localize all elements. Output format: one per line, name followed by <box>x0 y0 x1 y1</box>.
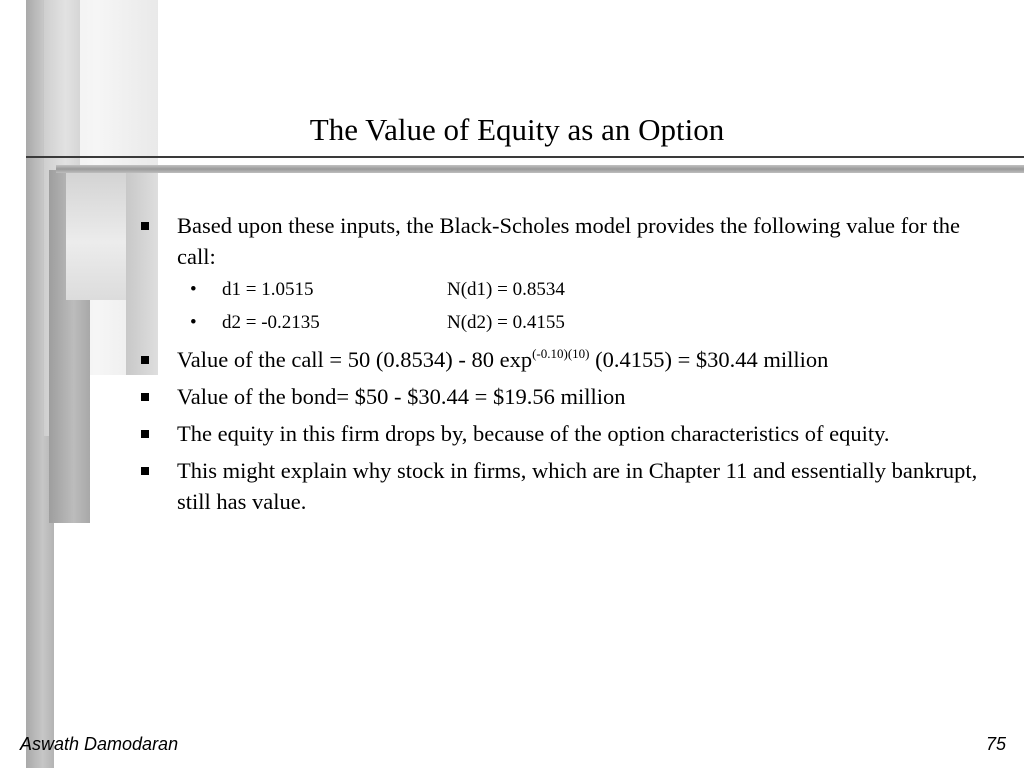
sub-bullet-left: d2 = -0.2135 <box>222 312 320 333</box>
square-bullet-icon <box>141 393 149 401</box>
sub-bullet-left: d1 = 1.0515 <box>222 279 314 300</box>
decor-bar-inner <box>66 172 126 300</box>
dot-bullet-icon: • <box>190 312 197 333</box>
bullet-item <box>140 455 1000 517</box>
sub-bullet-right: N(d2) = 0.4155 <box>447 312 565 333</box>
bullet-text: This might explain why stock in firms, which are in Chapter 11 and essentially bankrupt, still has value. <box>177 458 978 514</box>
square-bullet-icon <box>141 430 149 438</box>
square-bullet-icon <box>141 356 149 364</box>
title-rule-line <box>26 156 1024 158</box>
bullet-item <box>140 381 1000 412</box>
sub-bullet-item <box>140 278 1000 302</box>
bullet-text: Value of the bond= $50 - $30.44 = $19.56 million <box>177 384 626 409</box>
exponent-text: (-0.10)(10) <box>532 346 590 361</box>
slide-title: The Value of Equity as an Option <box>309 112 725 147</box>
bullet-text: The equity in this firm drops by, because of the option characteristics of equity. <box>177 421 890 446</box>
footer-page-number: 75 <box>985 734 1006 754</box>
sub-bullet-item <box>140 311 1000 335</box>
bullet-item <box>140 210 1000 272</box>
bullet-list <box>140 210 1000 523</box>
square-bullet-icon <box>141 222 149 230</box>
sub-bullet-right: N(d1) = 0.8534 <box>447 279 565 300</box>
dot-bullet-icon: • <box>190 279 197 300</box>
bullet-text-pre: Value of the call = 50 (0.8534) - 80 exp <box>177 347 533 372</box>
title-rule-bar <box>56 165 1024 173</box>
bullet-text: Based upon these inputs, the Black-Scholes model provides the following value for the call: <box>177 213 960 269</box>
footer-author: Aswath Damodaran <box>20 734 179 754</box>
bullet-item <box>140 344 1000 375</box>
square-bullet-icon <box>141 467 149 475</box>
bullet-item <box>140 418 1000 449</box>
bullet-text-post: (0.4155) = $30.44 million <box>589 347 829 372</box>
